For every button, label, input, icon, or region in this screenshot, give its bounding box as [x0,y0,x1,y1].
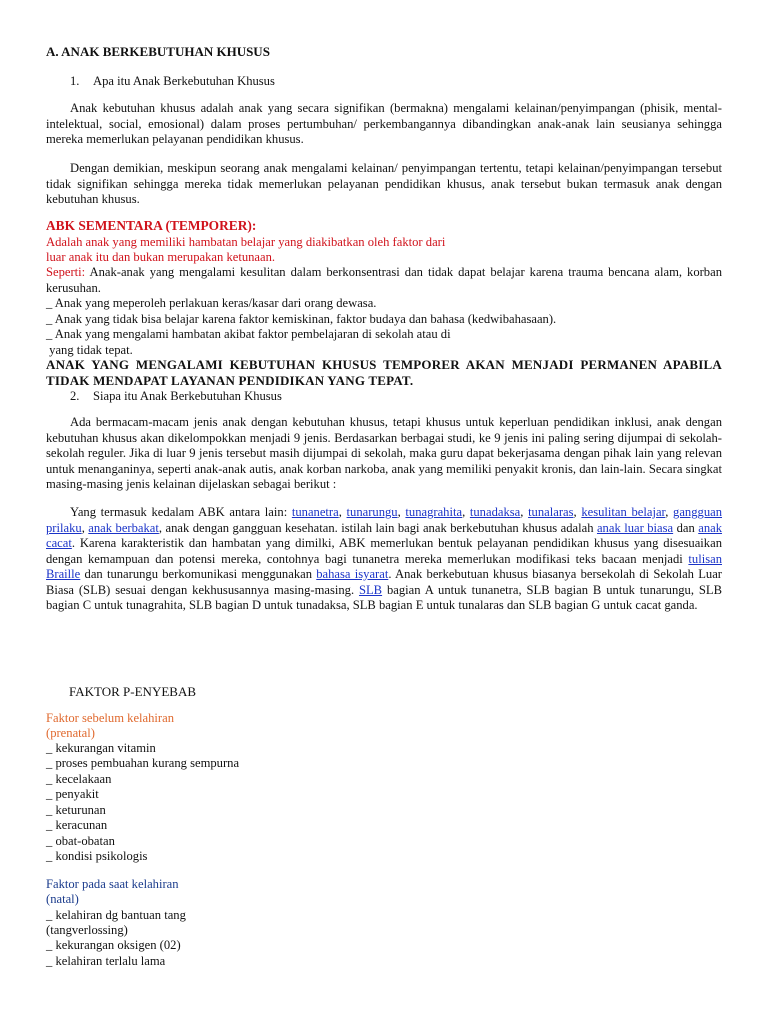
abk-definition-line-2: luar anak itu dan bukan merupakan ketunaan. [46,250,276,264]
link-anak-berbakat[interactable]: anak berbakat [88,520,159,535]
abk-item: _ Anak yang mengalami hambatan akibat faktor pembelajaran di sekolah atau di [46,327,451,341]
natal-item: _ kelahiran terlalu lama [46,954,166,968]
abk-temporer-title: ABK SEMENTARA (TEMPORER): [46,218,257,233]
text-run: . Anak berkebutuan khusus biasanya bersekolah di Sekolah Luar Biasa (SLB) sesuai dengan kekhususannya masing-masing. [46,567,722,597]
natal-item: _ kelahiran dg bantuan tang [46,908,186,922]
text-run: Yang termasuk kedalam ABK antara lain: [70,505,292,519]
paragraph-definition: Anak kebutuhan khusus adalah anak yang secara signifikan (bermakna) mengalami kelainan/penyimpangan (phisik, mental-intelektual, social, emosional) dalam proses pertumbuhan/ perkembangannya dibandingkan anak-anak lain seusianya sehingga mereka memerlukan pelayanan pendidikan khusus. [46,101,722,146]
natal-item: _ kekurangan oksigen (02) [46,938,181,952]
text-run: , [520,505,529,519]
text-run: dan tunarungu berkomunikasi menggunakan [80,567,317,581]
prenatal-item: _ penyakit [46,787,99,801]
abk-definition-line-1: Adalah anak yang memiliki hambatan belajar yang diakibatkan oleh faktor dari [46,235,446,249]
question-1-number: 1. [70,74,80,88]
question-2-label: Siapa itu Anak Berkebutuhan Khusus [93,389,282,403]
text-run: . Karena karakteristik dan hambatan yang dimilki, ABK memerlukan bentuk pelayanan pendidikan khusus yang disesuaikan dengan kemampuan dan potensi mereka, contohnya bagi tunanetra mereka memerlukan modifikasi teks bacaan menjadi [46,536,722,566]
link-anak-luar-biasa[interactable]: anak luar biasa [596,520,674,535]
section-heading: A. ANAK BERKEBUTUHAN KHUSUS [46,44,270,59]
text-run: dan [673,520,699,535]
text-run: , [462,505,470,519]
prenatal-heading-line-2: (prenatal) [46,726,95,740]
abk-item: _ Anak yang tidak bisa belajar karena faktor kemiskinan, faktor budaya dan bahasa (kedwibahasaan). [46,312,557,326]
link-gangguan-prilaku[interactable]: gangguan prilaku [46,505,723,535]
link-tunadaksa[interactable]: tunadaksa [469,505,521,519]
text-run: bagian A untuk tunanetra, SLB bagian B untuk tunarungu, SLB bagian C untuk tunagrahita, SLB bagian D untuk tunadaksa, SLB bagian E untuk tunalaras dan SLB bagian G untuk cacat ganda. [46,582,722,612]
question-1-label: Apa itu Anak Berkebutuhan Khusus [93,74,275,88]
prenatal-item: _ keracunan [46,818,108,832]
question-2 [70,389,746,405]
abk-item: yang tidak tepat. [46,343,133,357]
text-run: , [665,505,674,519]
prenatal-item: _ proses pembuahan kurang sempurna [46,756,240,770]
link-bahasa-isyarat[interactable]: bahasa isyarat [316,567,389,581]
abk-seperti-paragraph [46,265,722,296]
natal-heading-line-1: Faktor pada saat kelahiran [46,877,179,891]
paragraph-clarification: Dengan demikian, meskipun seorang anak mengalami kelainan/ penyimpangan tertentu, tetapi kelainan/penyimpangan tersebut tidak signifikan sehingga mereka tidak memerlukan pelayanan pendidikan khusus, anak tersebut bukan termasuk anak dengan kebutuhan khusus. [46,161,722,206]
question-2-number: 2. [70,389,80,403]
text-run: , [573,505,582,519]
seperti-label: Seperti: [46,265,86,279]
link-slb[interactable]: SLB [358,582,383,597]
abk-item: _ Anak yang meperoleh perlakuan keras/kasar dari orang dewasa. [46,296,377,310]
prenatal-heading-line-1: Faktor sebelum kelahiran [46,711,174,725]
natal-item: (tangverlossing) [46,923,128,937]
prenatal-item: _ kekurangan vitamin [46,741,156,755]
text-run: , [81,520,89,535]
link-anak-cacat[interactable]: anak cacat [46,520,723,550]
link-tulisan-braille[interactable]: tulisan Braille [46,551,722,581]
text-run: , [338,505,347,519]
prenatal-item: _ obat-obatan [46,834,115,848]
faktor-penyebab-title: FAKTOR P-ENYEBAB [69,684,197,699]
seperti-text: Anak-anak yang mengalami kesulitan dalam berkonsentrasi dan tidak dapat belajar karena trauma bencana alam, korban kerusuhan. [46,265,722,295]
link-tunagrahita[interactable]: tunagrahita [405,505,463,519]
link-tunanetra[interactable]: tunanetra [291,505,339,519]
link-tunarungu[interactable]: tunarungu [346,505,398,519]
question-1 [70,74,746,90]
paragraph-nine-types: Ada bermacam-macam jenis anak dengan kebutuhan khusus, tetapi khusus untuk keperluan pendidikan inklusi, anak dengan kebutuhan khusus akan dikelompokkan menjadi 9 jenis. Berdasarkan berbagai studi, ke 9 jenis ini paling sering dijumpai di sekolah-sekolah reguler. Jika di luar 9 jenis tersebut masih dijumpai di sekolah, maka guru dapat bekerjasama dengan pihak lain yang relevan untuk menanganinya, seperti anak-anak autis, anak korban narkoba, anak yang memiliki penyakit kronis, dan lain-lain. Secara singkat masing-masing jenis kelainan dijelaskan sebagai berikut : [46,415,722,491]
abk-permanent-warning: ANAK YANG MENGALAMI KEBUTUHAN KHUSUS TEMPORER AKAN MENJADI PERMANEN APABILA TIDAK MENDAPAT LAYANAN PENDIDIKAN YANG TEPAT. [46,357,722,388]
prenatal-item: _ kecelakaan [46,772,112,786]
link-tunalaras[interactable]: tunalaras [528,505,574,519]
prenatal-item: _ kondisi psikologis [46,849,148,863]
text-run: , [397,505,406,519]
link-kesulitan-belajar[interactable]: kesulitan belajar [581,505,666,519]
prenatal-item: _ keturunan [46,803,106,817]
text-run: , anak dengan gangguan kesehatan. istilah lain bagi anak berkebutuhan khusus adalah [158,520,597,535]
paragraph-abk-types [46,505,722,614]
natal-heading-line-2: (natal) [46,892,79,906]
